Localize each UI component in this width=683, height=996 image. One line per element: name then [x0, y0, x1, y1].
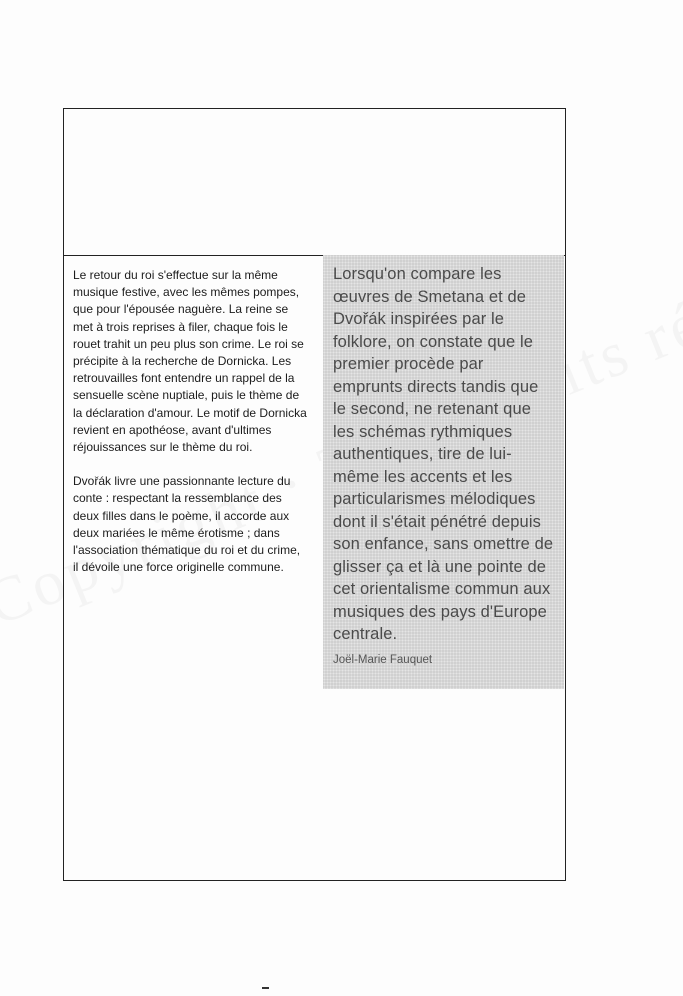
- page-mark: [262, 987, 269, 989]
- pull-quote-author: Joël-Marie Fauquet: [333, 653, 433, 666]
- article-paragraph-1: Le retour du roi s'effectue sur la même musique festive, avec les mêmes pompes, que pour l'épousée naguère. La reine se met à trois reprises à filer, chaque fois le rouet trahit un peu plus son crime. Le roi se précipite à la recherche de Dornicka. Les retrouvailles font entendre un rappel de la sensuelle scène nuptiale, puis le thème de la déclaration d'amour. Le motif de Dornicka revient en apothéose, avant d'ultimes réjouissances sur le thème du roi.: [73, 268, 307, 455]
- pull-quote-text: Lorsqu'on compare les œuvres de Smetana et de Dvořák inspirées par le folklore, on constate que le premier procède par emprunts directs tandis que le second, ne retenant que les schémas rythmiques authentiques, tire de lui-même les accents et les particularismes mélodiques dont il s'était pénétré depuis son enfance, sans omettre de glisser ça et là une pointe de cet orientalisme commun aux musiques des pays d'Europe centrale.: [333, 265, 554, 643]
- article-column: [73, 267, 308, 593]
- pull-quote-box: [323, 255, 564, 689]
- page-frame: [63, 108, 566, 881]
- article-paragraph-2: Dvořák livre une passionnante lecture du conte : respectant la ressemblance des deux filles dans le poème, il accorde aux deux mariées le même érotisme ; dans l'association thématique du roi et du crime, il dévoile une force originelle commune.: [73, 474, 301, 575]
